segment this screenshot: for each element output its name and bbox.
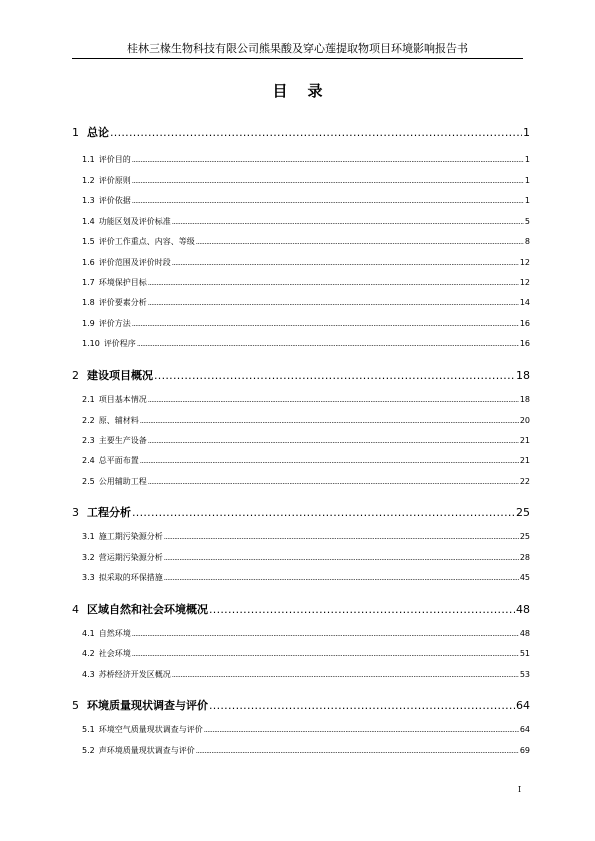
toc-entry-text: 总平面布置 <box>98 456 139 465</box>
toc-leader-dots <box>132 630 519 638</box>
toc-entry-label <box>82 415 139 426</box>
toc-section-entry[interactable] <box>82 394 530 405</box>
toc-entry-text: 施工期污染源分析 <box>98 532 163 541</box>
toc-entry-label <box>82 338 136 349</box>
toc-entry-number: 1.6 <box>82 258 95 267</box>
toc-entry-number: 4.2 <box>82 649 95 658</box>
toc-entry-text: 环境质量现状调查与评价 <box>87 699 208 712</box>
toc-entry-text: 功能区划及评价标准 <box>98 217 171 226</box>
toc-entry-number: 3.3 <box>82 573 95 582</box>
toc-chapter-entry[interactable] <box>72 504 530 520</box>
toc-section-entry[interactable] <box>82 257 530 268</box>
toc-entry-label <box>82 531 163 542</box>
toc-entry-text: 拟采取的环保措施 <box>98 573 163 582</box>
toc-entry-text: 评价工作重点、内容、等级 <box>98 237 195 246</box>
toc-entry-label <box>82 628 131 639</box>
toc-leader-dots <box>132 197 524 205</box>
toc-entry-page: 22 <box>519 477 530 486</box>
toc-entry-page: 48 <box>516 603 530 616</box>
toc-chapter-entry[interactable] <box>72 124 530 140</box>
toc-section-entry[interactable] <box>82 415 530 426</box>
toc-entry-label <box>82 745 195 756</box>
toc-section-entry[interactable] <box>82 476 530 487</box>
toc-section-entry[interactable] <box>82 669 530 680</box>
toc-entry-number: 1.3 <box>82 196 95 205</box>
toc-leader-dots <box>140 417 519 425</box>
toc-entry-label <box>72 697 208 713</box>
toc-entry-label <box>82 648 131 659</box>
toc-leader-dots <box>132 320 519 328</box>
toc-leader-dots <box>172 671 519 679</box>
toc-leader-dots <box>132 650 519 658</box>
toc-entry-text: 环境空气质量现状调查与评价 <box>98 725 203 734</box>
toc-entry-page: 8 <box>524 237 530 246</box>
toc-entry-number: 2.4 <box>82 456 95 465</box>
toc-entry-page: 51 <box>519 649 530 658</box>
toc-entry-text: 自然环境 <box>98 629 131 638</box>
toc-entry-page: 16 <box>519 319 530 328</box>
toc-entry-page: 25 <box>516 506 530 519</box>
toc-entry-text: 评价范围及评价时段 <box>98 258 171 267</box>
toc-entry-label <box>82 476 147 487</box>
toc-entry-number: 1.4 <box>82 217 95 226</box>
toc-entry-text: 营运期污染源分析 <box>98 553 163 562</box>
toc-entry-number: 1.2 <box>82 176 95 185</box>
toc-entry-text: 评价要素分析 <box>98 298 147 307</box>
toc-entry-number: 2.2 <box>82 416 95 425</box>
toc-entry-label <box>82 236 195 247</box>
toc-entry-text: 苏桥经济开发区概况 <box>98 670 171 679</box>
toc-entry-page: 18 <box>519 395 530 404</box>
toc-entry-text: 评价方法 <box>98 319 131 328</box>
toc-entry-text: 评价目的 <box>98 155 131 164</box>
toc-title-part2: 录 <box>307 82 323 100</box>
toc-entry-number: 4.1 <box>82 629 95 638</box>
toc-leader-dots <box>132 506 515 519</box>
toc-section-entry[interactable] <box>82 552 530 563</box>
toc-leader-dots <box>164 554 519 562</box>
toc-entry-label <box>72 124 109 140</box>
toc-entry-label <box>82 318 131 329</box>
toc-leader-dots <box>148 299 519 307</box>
toc-entry-page: 14 <box>519 298 530 307</box>
toc-leader-dots <box>140 457 519 465</box>
toc-leader-dots <box>172 218 524 226</box>
toc-leader-dots <box>196 238 524 246</box>
toc-entry-label <box>82 724 203 735</box>
toc-entry-label <box>82 394 147 405</box>
toc-entry-page: 20 <box>519 416 530 425</box>
toc-section-entry[interactable] <box>82 745 530 756</box>
toc-entry-label <box>82 669 171 680</box>
toc-entry-label <box>72 367 153 383</box>
toc-entry-page: 69 <box>519 746 530 755</box>
toc-section-entry[interactable] <box>82 572 530 583</box>
toc-entry-label <box>82 216 171 227</box>
toc-entry-number: 2.3 <box>82 436 95 445</box>
toc-entry-label <box>82 435 147 446</box>
toc-entry-text: 环境保护目标 <box>98 278 147 287</box>
toc-leader-dots <box>148 437 519 445</box>
toc-chapter-entry[interactable] <box>72 697 530 713</box>
toc-entry-page: 1 <box>524 155 530 164</box>
toc-entry-page: 64 <box>519 725 530 734</box>
toc-leader-dots <box>154 369 515 382</box>
toc-entry-number: 5 <box>72 699 79 712</box>
toc-leader-dots <box>172 259 519 267</box>
toc-section-entry[interactable] <box>82 195 530 206</box>
toc-title-part1: 目 <box>272 82 288 100</box>
toc-entry-page: 1 <box>524 176 530 185</box>
toc-leader-dots <box>209 699 515 712</box>
toc-section-entry[interactable] <box>82 435 530 446</box>
toc-section-entry[interactable] <box>82 531 530 542</box>
toc-entry-label <box>72 601 208 617</box>
toc-entry-label <box>82 552 163 563</box>
running-header: 桂林三椽生物科技有限公司熊果酸及穿心莲提取物项目环境影响报告书 <box>72 40 523 59</box>
toc-section-entry[interactable] <box>82 297 530 308</box>
toc-entry-page: 25 <box>519 532 530 541</box>
toc-entry-number: 2.5 <box>82 477 95 486</box>
toc-entry-text: 建设项目概况 <box>87 369 153 382</box>
toc-entry-number: 5.1 <box>82 725 95 734</box>
toc-entry-number: 1.10 <box>82 339 100 348</box>
toc-leader-dots <box>148 396 519 404</box>
toc-entry-text: 主要生产设备 <box>98 436 147 445</box>
toc-leader-dots <box>148 279 519 287</box>
toc-entry-label <box>82 175 131 186</box>
toc-section-entry[interactable] <box>82 216 530 227</box>
toc-entry-page: 28 <box>519 553 530 562</box>
toc-entry-text: 公用辅助工程 <box>98 477 147 486</box>
toc-section-entry[interactable] <box>82 648 530 659</box>
toc-leader-dots <box>209 603 515 616</box>
toc-entry-text: 区域自然和社会环境概况 <box>87 603 208 616</box>
toc-entry-label <box>82 257 171 268</box>
toc-title <box>0 80 595 101</box>
toc-entry-label <box>72 504 131 520</box>
toc-entry-page: 16 <box>519 339 530 348</box>
toc-entry-label <box>82 154 131 165</box>
toc-chapter-entry[interactable] <box>72 601 530 617</box>
toc-entry-page: 45 <box>519 573 530 582</box>
toc-entry-number: 1.7 <box>82 278 95 287</box>
toc-entry-text: 评价程序 <box>103 339 136 348</box>
toc-entry-label <box>82 277 147 288</box>
toc-chapter-entry[interactable] <box>72 367 530 383</box>
toc-entry-number: 3.2 <box>82 553 95 562</box>
toc-entry-text: 评价依据 <box>98 196 131 205</box>
toc-entry-number: 3.1 <box>82 532 95 541</box>
toc-entry-page: 12 <box>519 258 530 267</box>
toc-leader-dots <box>164 533 519 541</box>
toc-entry-text: 原、辅材料 <box>98 416 139 425</box>
toc-entry-text: 工程分析 <box>87 506 131 519</box>
toc-entry-number: 1.9 <box>82 319 95 328</box>
page-number: I <box>518 785 522 794</box>
toc-leader-dots <box>132 156 524 164</box>
toc-entry-text: 评价原则 <box>98 176 131 185</box>
toc-entry-page: 21 <box>519 436 530 445</box>
toc-section-entry[interactable] <box>82 628 530 639</box>
toc-entry-text: 项目基本情况 <box>98 395 147 404</box>
toc-leader-dots <box>148 478 519 486</box>
toc-entry-number: 5.2 <box>82 746 95 755</box>
toc-section-entry[interactable] <box>82 236 530 247</box>
toc-entry-number: 3 <box>72 506 79 519</box>
toc-entry-text: 总论 <box>87 126 109 139</box>
toc-section-entry[interactable] <box>82 318 530 329</box>
toc-entry-page: 5 <box>524 217 530 226</box>
toc-entry-page: 1 <box>523 126 530 139</box>
toc-entry-number: 1.1 <box>82 155 95 164</box>
toc-entry-page: 48 <box>519 629 530 638</box>
toc-entry-page: 1 <box>524 196 530 205</box>
toc-entry-label <box>82 195 131 206</box>
toc-entry-number: 4.3 <box>82 670 95 679</box>
toc-entry-number: 1 <box>72 126 79 139</box>
toc-leader-dots <box>164 574 519 582</box>
toc-entry-page: 53 <box>519 670 530 679</box>
toc-entry-number: 1.5 <box>82 237 95 246</box>
toc-section-entry[interactable] <box>82 455 530 466</box>
toc-section-entry[interactable] <box>82 338 530 349</box>
toc-entry-page: 12 <box>519 278 530 287</box>
toc-leader-dots <box>132 177 524 185</box>
toc-entry-number: 4 <box>72 603 79 616</box>
toc-entry-page: 18 <box>516 369 530 382</box>
toc-section-entry[interactable] <box>82 154 530 165</box>
toc-entry-text: 社会环境 <box>98 649 131 658</box>
toc-leader-dots <box>110 126 522 139</box>
toc-entry-label <box>82 572 163 583</box>
toc-entry-number: 2.1 <box>82 395 95 404</box>
toc-section-entry[interactable] <box>82 175 530 186</box>
toc-leader-dots <box>204 726 519 734</box>
toc-section-entry[interactable] <box>82 724 530 735</box>
toc-leader-dots <box>196 747 519 755</box>
toc-section-entry[interactable] <box>82 277 530 288</box>
toc-entry-text: 声环境质量现状调查与评价 <box>98 746 195 755</box>
toc-entry-page: 21 <box>519 456 530 465</box>
toc-entry-label <box>82 297 147 308</box>
toc-entry-number: 1.8 <box>82 298 95 307</box>
toc-entry-page: 64 <box>516 699 530 712</box>
toc-leader-dots <box>137 340 519 348</box>
toc-entry-number: 2 <box>72 369 79 382</box>
toc-entry-label <box>82 455 139 466</box>
